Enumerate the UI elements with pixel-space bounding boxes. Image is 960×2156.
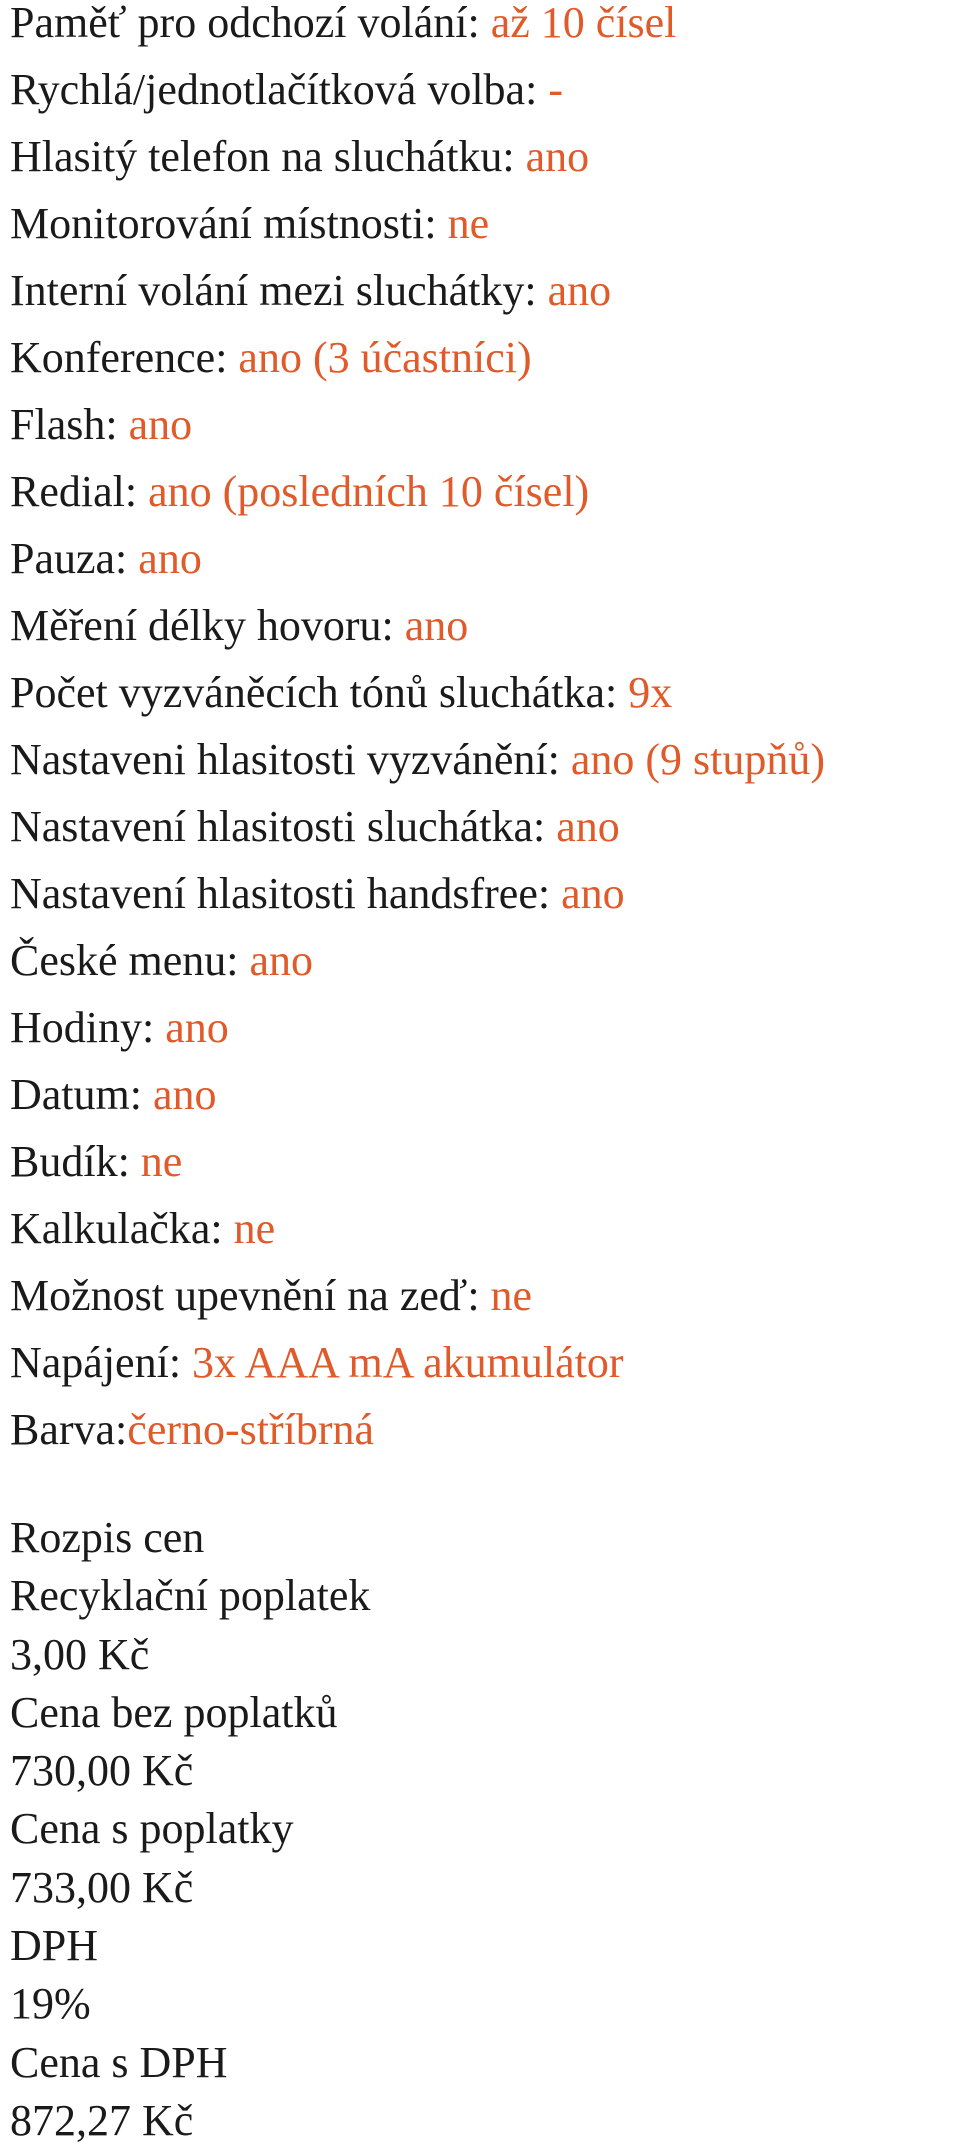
spec-value: ano bbox=[249, 936, 314, 985]
spec-row bbox=[10, 1139, 955, 1206]
spec-row bbox=[10, 804, 955, 871]
spec-label: Nastavení hlasitosti handsfree: bbox=[10, 869, 562, 918]
spec-value: ano bbox=[556, 802, 620, 851]
spec-label: Budík: bbox=[10, 1137, 141, 1186]
spec-value: černo-stříbrná bbox=[127, 1405, 375, 1454]
spec-label: Redial: bbox=[10, 467, 149, 516]
spec-row bbox=[10, 67, 955, 134]
spec-value: ano bbox=[165, 1003, 229, 1052]
spec-label: Pauza: bbox=[10, 534, 139, 583]
spec-label: Měření délky hovoru: bbox=[10, 601, 405, 650]
spec-row bbox=[10, 201, 955, 268]
spec-row bbox=[10, 335, 955, 402]
spec-value: ne bbox=[233, 1204, 276, 1253]
spec-value: ano bbox=[404, 601, 469, 650]
price-breakdown bbox=[10, 1515, 370, 2156]
spec-row bbox=[10, 1340, 955, 1407]
spec-label: Hodiny: bbox=[10, 1003, 166, 1052]
spec-value: 9x bbox=[628, 668, 673, 717]
spec-row bbox=[10, 1206, 955, 1273]
spec-label: České menu: bbox=[10, 936, 250, 985]
spec-value: ne bbox=[447, 199, 490, 248]
spec-label: Počet vyzváněcích tónů sluchátka: bbox=[10, 668, 629, 717]
spec-value: ano (3 účastníci) bbox=[238, 333, 532, 382]
price-heading: Rozpis cen bbox=[10, 1513, 205, 1562]
spec-row bbox=[10, 1407, 955, 1474]
spec-row bbox=[10, 536, 955, 603]
spec-row bbox=[10, 1072, 955, 1139]
price-value: 733,00 Kč bbox=[10, 1862, 194, 1912]
spec-value: ano (9 stupňů) bbox=[570, 735, 826, 784]
spec-row bbox=[10, 737, 955, 804]
spec-label: Interní volání mezi sluchátky: bbox=[10, 266, 548, 315]
spec-value: ano bbox=[525, 132, 590, 181]
price-label: Cena bez poplatků bbox=[10, 1687, 338, 1737]
spec-label: Hlasitý telefon na sluchátku: bbox=[10, 132, 526, 181]
spec-value: ano bbox=[138, 534, 202, 583]
spec-row bbox=[10, 603, 955, 670]
price-label: Cena s DPH bbox=[10, 2037, 228, 2087]
spec-label: Monitorování místnosti: bbox=[10, 199, 448, 248]
spec-value: ano bbox=[561, 869, 625, 918]
spec-label: Datum: bbox=[10, 1070, 153, 1119]
price-label: Cena s poplatky bbox=[10, 1804, 294, 1854]
spec-row bbox=[10, 871, 955, 938]
spec-row bbox=[10, 1005, 955, 1072]
spec-label: Barva: bbox=[10, 1405, 128, 1454]
price-value: 3,00 Kč bbox=[10, 1629, 150, 1679]
spec-value: ne bbox=[490, 1271, 533, 1320]
spec-value: 3x AAA mA akumulátor bbox=[192, 1338, 624, 1387]
spec-row bbox=[10, 469, 955, 536]
price-label: DPH bbox=[10, 1921, 99, 1971]
spec-label: Kalkulačka: bbox=[10, 1204, 234, 1253]
spec-row bbox=[10, 670, 955, 737]
spec-label: Rychlá/jednotlačítková volba: bbox=[10, 65, 549, 114]
spec-label: Nastavení hlasitosti sluchátka: bbox=[10, 802, 557, 851]
spec-label: Možnost upevnění na zeď: bbox=[10, 1271, 491, 1320]
price-label: Recyklační poplatek bbox=[10, 1571, 371, 1621]
spec-label: Konference: bbox=[10, 333, 239, 382]
spec-value: ne bbox=[140, 1137, 183, 1186]
spec-row bbox=[10, 938, 955, 1005]
spec-row bbox=[10, 402, 955, 469]
spec-label: Paměť pro odchozí volání: bbox=[10, 0, 491, 47]
price-value: 19% bbox=[10, 1979, 91, 2029]
spec-row bbox=[10, 134, 955, 201]
spec-value: - bbox=[548, 65, 563, 114]
price-value: 872,27 Kč bbox=[10, 2095, 194, 2145]
spec-label: Flash: bbox=[10, 400, 129, 449]
spec-value: ano bbox=[547, 266, 612, 315]
spec-label: Nastaveni hlasitosti vyzvánění: bbox=[10, 735, 571, 784]
spec-value: až 10 čísel bbox=[490, 0, 677, 47]
spec-row bbox=[10, 1273, 955, 1340]
spec-value: ano (posledních 10 čísel) bbox=[148, 467, 590, 516]
price-value: 730,00 Kč bbox=[10, 1746, 194, 1796]
spec-value: ano bbox=[152, 1070, 217, 1119]
spec-label: Napájení: bbox=[10, 1338, 193, 1387]
spec-list bbox=[10, 0, 955, 1474]
spec-row bbox=[10, 0, 955, 67]
spec-value: ano bbox=[128, 400, 193, 449]
spec-row bbox=[10, 268, 955, 335]
product-spec-document bbox=[10, 0, 955, 2145]
